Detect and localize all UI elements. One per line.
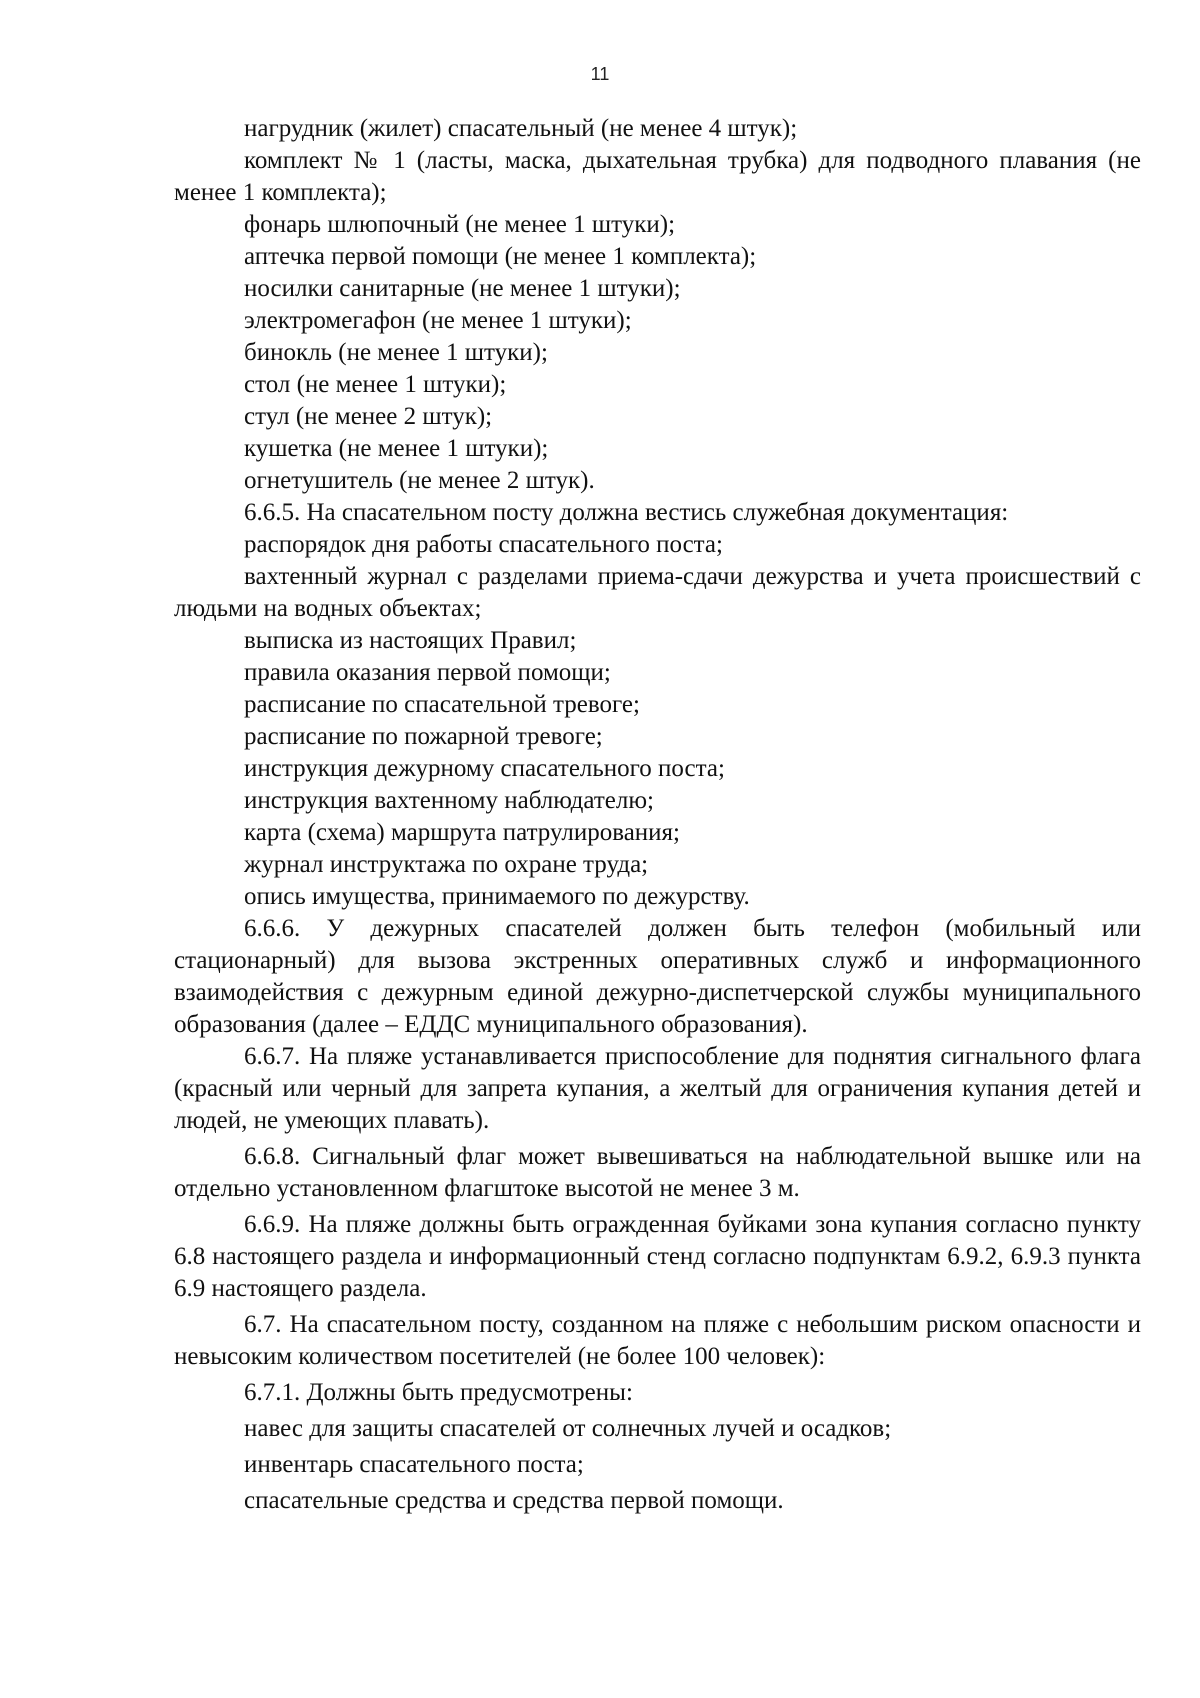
paragraph-first-aid-rules: правила оказания первой помощи; (244, 659, 611, 686)
paragraph-6-7-1: 6.7.1. Должны быть предусмотрены: (244, 1379, 633, 1406)
paragraph-6-6-5: 6.6.5. На спасательном посту должна вестись служебная документация: (244, 499, 1009, 526)
paragraph-post-inventory: инвентарь спасательного поста; (244, 1451, 584, 1478)
paragraph-6-6-7: 6.6.7. На пляже устанавливается приспособление для поднятия сигнального флага (красный или черный для запрета купания, а желтый для ограничения купания детей и людей, не умеющих плавать). (174, 1043, 1141, 1134)
paragraph-watch-log: вахтенный журнал с разделами приема-сдачи дежурства и учета происшествий с людьми на водных объектах; (174, 563, 1141, 622)
paragraph-daily-routine: распорядок дня работы спасательного поста; (244, 531, 723, 558)
paragraph-safety-log: журнал инструктажа по охране труда; (244, 851, 649, 878)
paragraph-rescue-alarm: расписание по спасательной тревоге; (244, 691, 640, 718)
paragraph-first-aid-kit: аптечка первой помощи (не менее 1 комплекта); (244, 243, 757, 270)
paragraph-duty-instruction: инструкция дежурному спасательного поста; (244, 755, 725, 782)
paragraph-chair: стул (не менее 2 штук); (244, 403, 493, 430)
paragraph-vest: нагрудник (жилет) спасательный (не менее 4 штук); (244, 115, 798, 142)
paragraph-table: стол (не менее 1 штуки); (244, 371, 507, 398)
page-number: 11 (590, 64, 610, 84)
paragraph-stretcher: носилки санитарные (не менее 1 штуки); (244, 275, 681, 302)
paragraph-megaphone: электромегафон (не менее 1 штуки); (244, 307, 632, 334)
paragraph-diving-kit: комплект № 1 (ласты, маска, дыхательная трубка) для подводного плавания (не менее 1 комплекта); (174, 147, 1141, 206)
paragraph-rescue-means: спасательные средства и средства первой помощи. (244, 1487, 784, 1514)
paragraph-fire-alarm: расписание по пожарной тревоге; (244, 723, 603, 750)
paragraph-rules-extract: выписка из настоящих Правил; (244, 627, 577, 654)
paragraph-6-6-9: 6.6.9. На пляже должны быть огражденная буйками зона купания согласно пункту 6.8 настоящего раздела и информационный стенд согласно подпунктам 6.9.2, 6.9.3 пункта 6.9 настоящего раздела. (174, 1211, 1141, 1302)
paragraph-observer-instruction: инструкция вахтенному наблюдателю; (244, 787, 654, 814)
paragraph-6-7: 6.7. На спасательном посту, созданном на пляже с небольшим риском опасности и невысоким количеством посетителей (не более 100 человек): (174, 1311, 1141, 1370)
paragraph-patrol-map: карта (схема) маршрута патрулирования; (244, 819, 680, 846)
paragraph-lantern: фонарь шлюпочный (не менее 1 штуки); (244, 211, 676, 238)
paragraph-binoculars: бинокль (не менее 1 штуки); (244, 339, 548, 366)
paragraph-inventory: опись имущества, принимаемого по дежурству. (244, 883, 750, 910)
paragraph-couch: кушетка (не менее 1 штуки); (244, 435, 549, 462)
paragraph-6-6-6: 6.6.6. У дежурных спасателей должен быть телефон (мобильный или стационарный) для вызова экстренных оперативных служб и информационного взаимодействия с дежурным единой дежурно-диспетчерской службы муниципального образования (далее – ЕДДС муниципального образования). (174, 915, 1141, 1038)
document-body (174, 113, 1141, 1517)
paragraph-canopy: навес для защиты спасателей от солнечных лучей и осадков; (244, 1415, 892, 1442)
paragraph-6-6-8: 6.6.8. Сигнальный флаг может вывешиваться на наблюдательной вышке или на отдельно установленном флагштоке высотой не менее 3 м. (174, 1143, 1141, 1202)
paragraph-extinguisher: огнетушитель (не менее 2 штук). (244, 467, 595, 494)
